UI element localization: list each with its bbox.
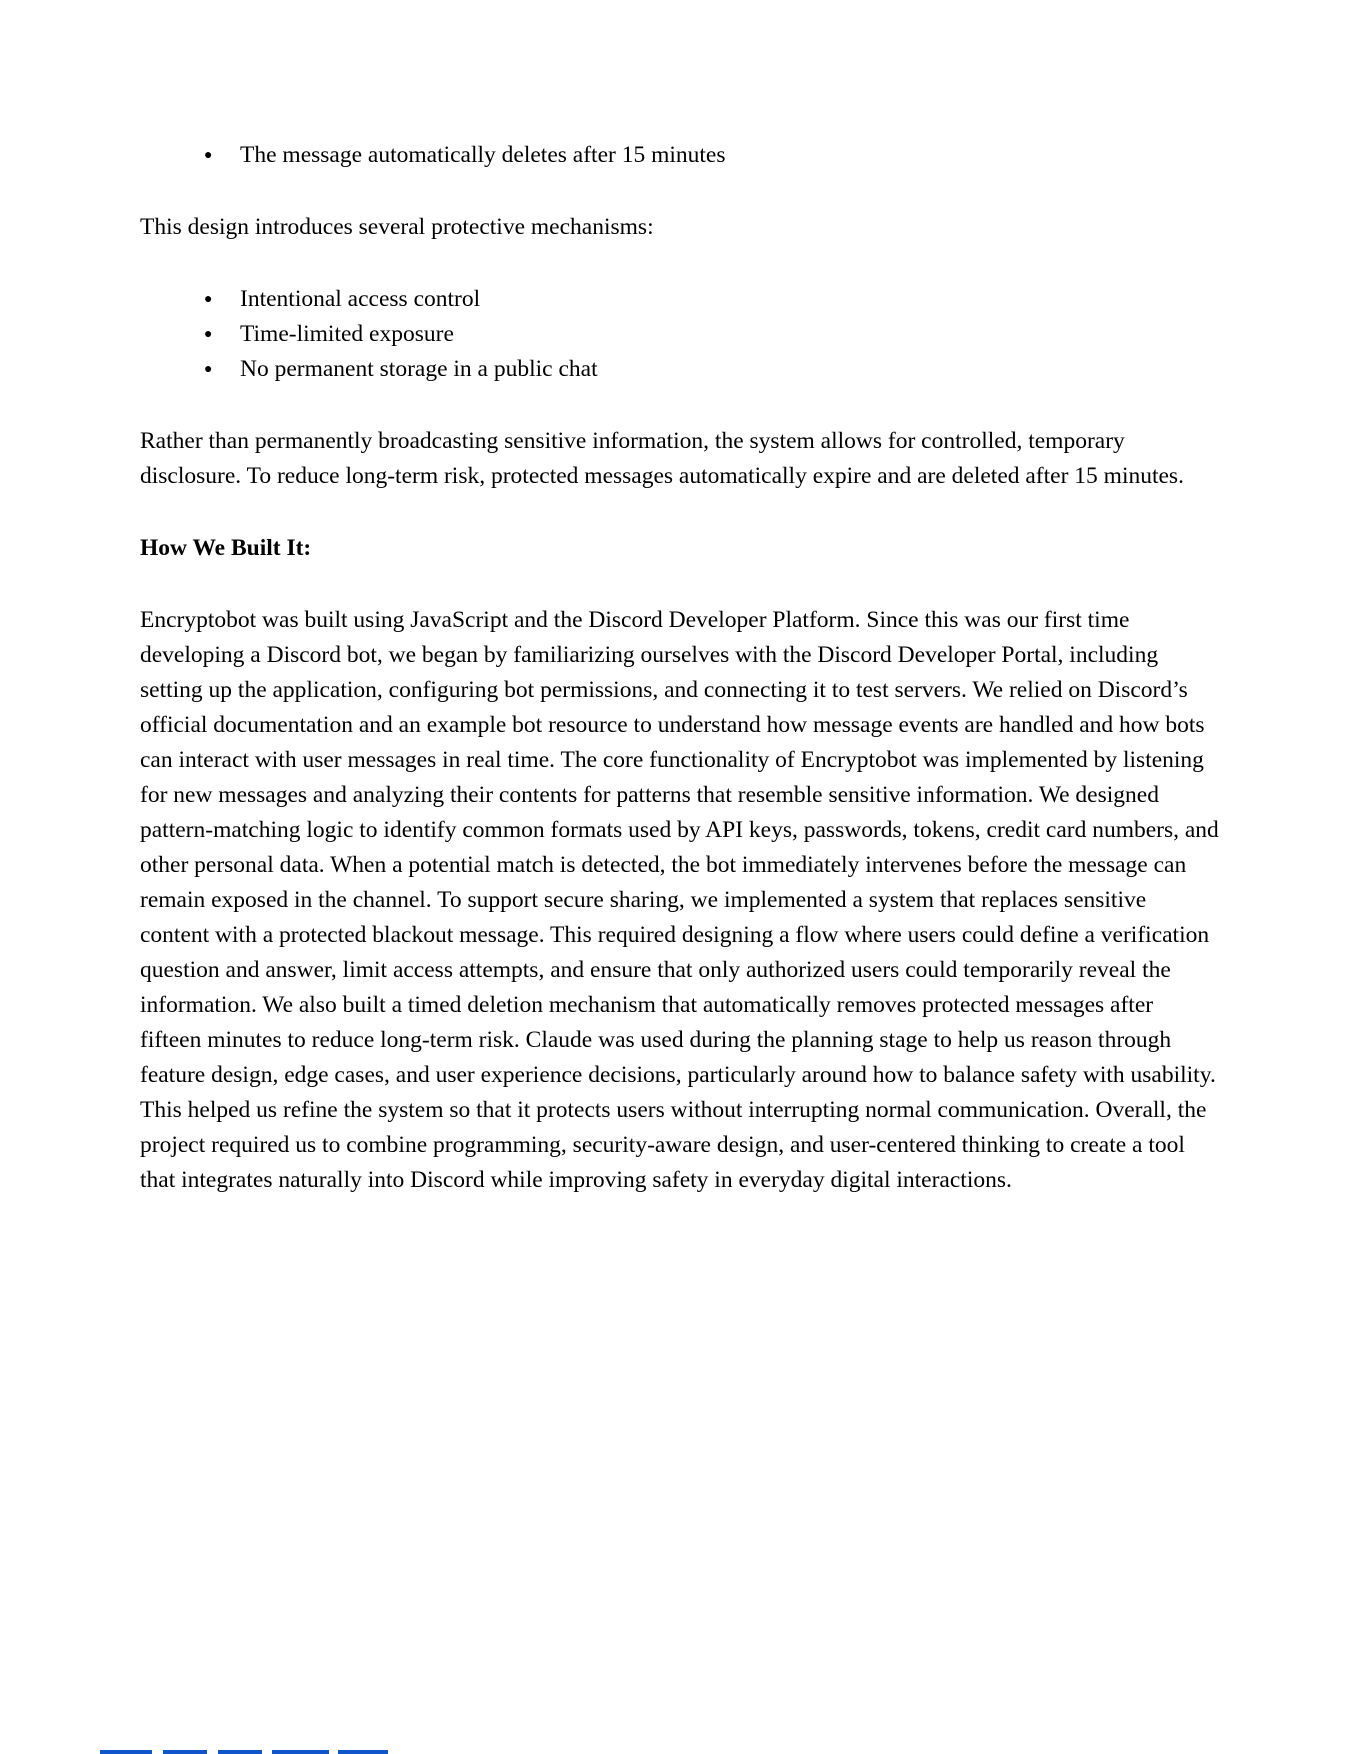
clipped-text-fragment [100,1750,152,1754]
clipped-text-fragment [338,1750,388,1754]
list-item [140,317,1220,352]
mechanisms-bullet-list [140,282,1220,387]
clipped-text-fragment [163,1750,207,1754]
bullet-icon: ● [204,148,213,163]
list-item [140,352,1220,387]
body-paragraph: Encryptobot was built using JavaScript and the Discord Developer Platform. Since this was our first time developing a Discord bot, we began by familiarizing ourselves with the Discord Developer Portal, including setting up the application, configuring bot permissions, and connecting it to test servers. We relied on Discord’s official documentation and an example bot resource to understand how message events are handled and how bots can interact with user messages in real time. The core functionality of Encryptobot was implemented by listening for new messages and analyzing their contents for patterns that resemble sensitive information. We designed pattern-matching logic to identify common formats used by API keys, passwords, tokens, credit card numbers, and other personal data. When a potential match is detected, the bot immediately intervenes before the message can remain exposed in the channel. To support secure sharing, we implemented a system that replaces sensitive content with a protected blackout message. This required designing a flow where users could define a verification question and answer, limit access attempts, and ensure that only authorized users could temporarily reveal the information. We also built a timed deletion mechanism that automatically removes protected messages after fifteen minutes to reduce long-term risk. Claude was used during the planning stage to help us reason through feature design, edge cases, and user experience decisions, particularly around how to balance safety with usability. This helped us refine the system so that it protects users without interrupting normal communication. Overall, the project required us to combine programming, security-aware design, and user-centered thinking to create a tool that integrates naturally into Discord while improving safety in everyday digital interactions. [140,607,1219,1193]
next-page-clipped-link-fragments [0,1749,1360,1754]
bullet-icon: ● [204,327,213,342]
bullet-icon: ● [204,362,213,377]
intro-paragraph: This design introduces several protective mechanisms: [140,214,654,240]
bullet-icon: ● [204,292,213,307]
list-item-text: Intentional access control [240,286,481,312]
top-bullet-list [140,138,1220,173]
list-item [140,138,1220,173]
list-item-text: Time-limited exposure [240,321,454,347]
list-item [140,282,1220,317]
clipped-text-fragment [272,1750,329,1754]
list-item-text: The message automatically deletes after 15 minutes [240,142,726,168]
clipped-text-fragment [218,1750,262,1754]
list-item-text: No permanent storage in a public chat [240,356,598,382]
summary-paragraph: Rather than permanently broadcasting sensitive information, the system allows for controlled, temporary disclosure. To reduce long-term risk, protected messages automatically expire and are deleted after 15 minutes. [140,428,1184,489]
section-heading: How We Built It: [140,535,312,561]
